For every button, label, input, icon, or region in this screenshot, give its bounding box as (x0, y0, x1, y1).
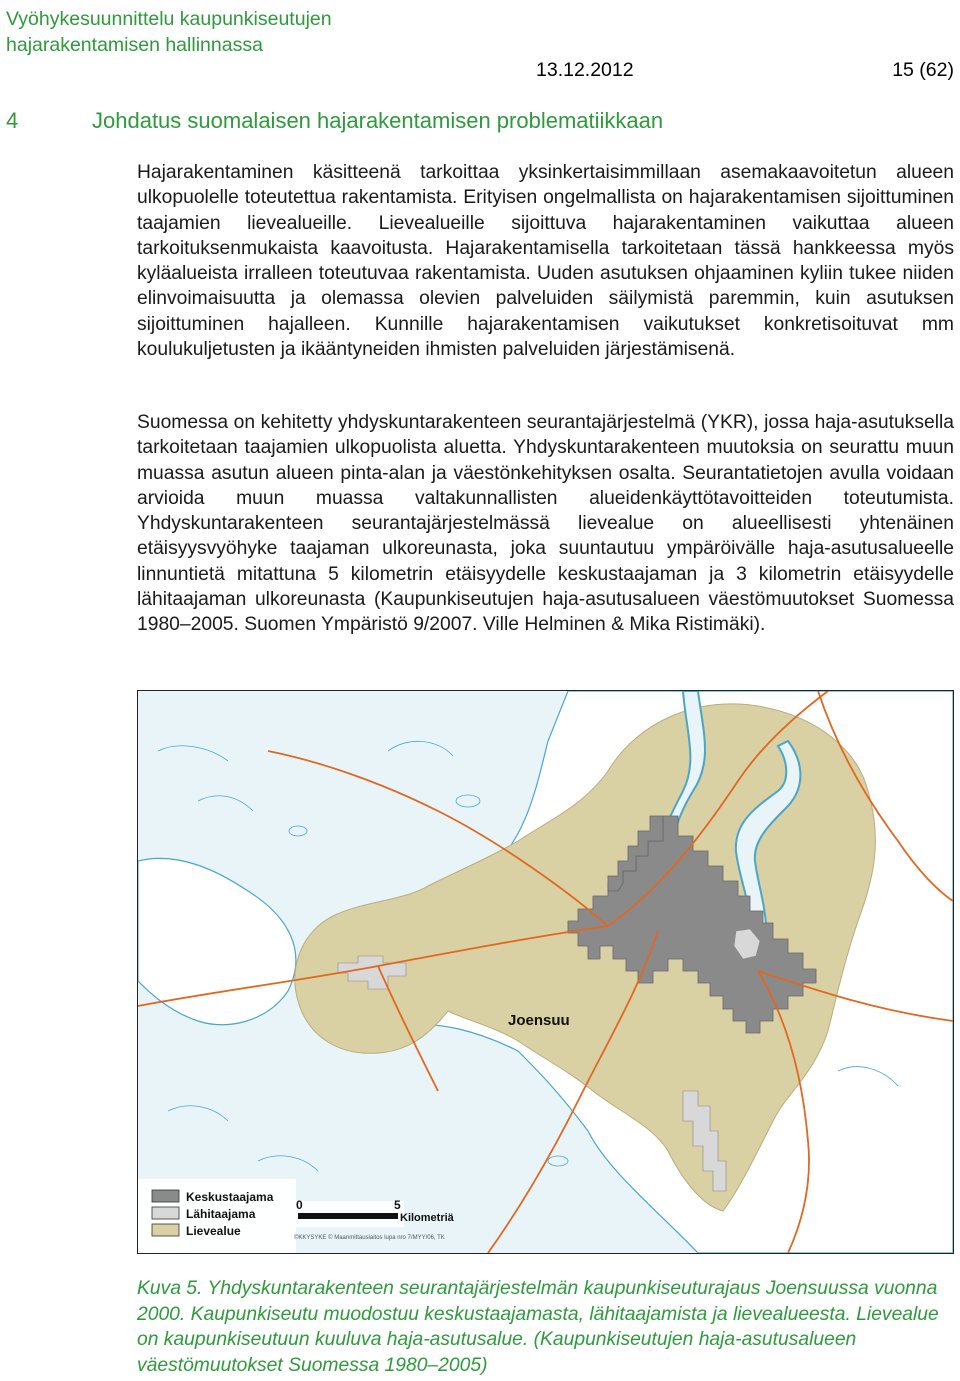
map-figure (137, 690, 954, 1254)
joensuu-map (138, 691, 953, 1253)
legend-label-lievealue: Lievealue (186, 1224, 241, 1238)
scale-end-label: 5 (394, 1198, 401, 1212)
chapter-title: Johdatus suomalaisen hajarakentamisen problematiikkaan (92, 108, 664, 133)
chapter-number: 4 (6, 108, 19, 133)
chapter-heading (6, 107, 936, 135)
city-label-joensuu: Joensuu (508, 1012, 570, 1029)
legend-swatch-lahitaajama (152, 1207, 179, 1219)
map-legend (138, 1179, 296, 1253)
header-title-line1: Vyöhykesuunnittelu kaupunkiseutujen (6, 8, 332, 30)
header-title-line2: hajarakentamisen hallinnassa (6, 34, 263, 56)
figure-caption: Kuva 5. Yhdyskuntarakenteen seurantajärjestelmän kaupunkiseuturajaus Joensuussa vuonna 2000. Kaupunkiseutu muodostuu keskustaajamasta, lähitaajamista ja lievealueesta. Lievealue on kaupunkiseutuun kuuluva haja-asutusalue. (Kaupunkiseutujen haja-asutusalueen väestömuutokset Suomessa 1980–2005) (137, 1278, 939, 1376)
body-paragraph-2: Suomessa on kehitetty yhdyskuntarakenteen seurantajärjestelmä (YKR), jossa haja-asutuksella tarkoitetaan taajamien ulkopuolista aluetta. Yhdyskuntarakenteen muutoksia on seurattu muun muassa asutun alueen pinta-alan ja väestönkehityksen osalta. Seurantatietojen avulla voidaan arvioida muun muassa valtakunnallisten alueidenkäyttötavoitteiden toteutumista. Yhdyskuntarakenteen seurantajärjestelmässä lievealue on alueellisesti yhtenäinen etäisyysvyöhyke taajaman ulkoreunasta, joka suuntautuu ympäröivälle haja-asutusalueelle linnuntietä mitattuna 5 kilometrin etäisyydelle keskustaajaman ja 3 kilometrin etäisyydelle lähitaajaman ulkoreunasta (Kaupunkiseutujen haja-asutusalueen väestömuutokset Suomessa 1980–2005. Suomen Ympäristö 9/2007. Ville Helminen & Mika Ristimäki). (137, 412, 954, 636)
map-copyright: ©KKYSYKE © Maanmittauslaitos lupa nro 7/MYY/06, TK (294, 1235, 445, 1241)
legend-label-keskustaajama: Keskustaajama (186, 1190, 274, 1204)
legend-swatch-keskustaajama (152, 1190, 179, 1202)
header-page-number: 15 (62) (892, 59, 954, 81)
legend-swatch-lievealue (152, 1224, 179, 1236)
body-paragraph-1: Hajarakentaminen käsitteenä tarkoittaa yksinkertaisimmillaan asemakaavoitetun alueen ulkopuolelle toteutettua rakentamista. Erityisen ongelmallista on hajarakentamisen sijoittuminen taajamien lievealueille. Lievealueille sijoittuva hajarakentaminen vaikuttaa alueen tarkoituksenmukaista kaavoitusta. Hajarakentamisella tarkoitetaan tässä hankkeessa myös kyläalueista irralleen toteutuvaa rakentamista. Uuden asutuksen ohjaaminen kyliin tukee niiden elinvoimaisuutta ja olemassa olevien palveluiden säilymistä paremmin, kuin asutuksen sijoittuminen hajalleen. Kunnille hajarakentamisen vaikutukset konkretisoituvat mm koulukuljetusten ja ikääntyneiden ihmisten palveluiden järjestämisenä. (137, 162, 954, 361)
scale-start-label: 0 (296, 1198, 303, 1212)
document-header-title (6, 6, 332, 58)
header-date: 13.12.2012 (536, 59, 634, 81)
scale-unit-label: Kilometriä (400, 1212, 454, 1224)
legend-label-lahitaajama: Lähitaajama (186, 1207, 256, 1221)
